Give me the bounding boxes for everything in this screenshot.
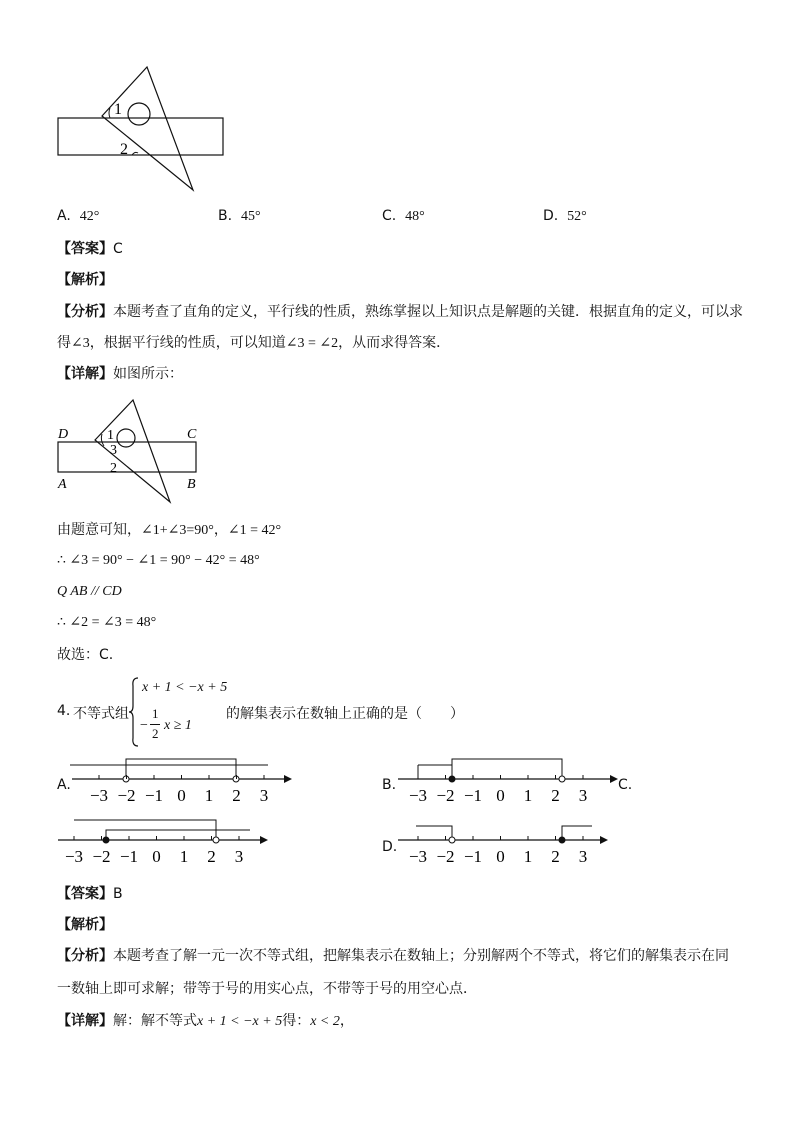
figure-2-label-1: 1	[107, 428, 114, 443]
figure-1-label-2: 2	[120, 141, 128, 158]
figure-2-label-c: C	[187, 427, 197, 442]
q3-option-c-letter: C.	[382, 208, 397, 224]
q4-analysis-text1: 本题考查了解一元一次不等式组，把解集表示在数轴上；分别解两个不等式，将它们的解集表示在同	[113, 948, 729, 964]
numberline-tick-label: 1	[179, 847, 189, 866]
q3-answer-tag: 【答案】	[57, 241, 113, 257]
q4-ineq2-numerator: 1	[152, 706, 159, 721]
q3-step-1-text: 由题意可知，	[57, 522, 141, 538]
figure-2-label-2: 2	[110, 461, 117, 476]
q3-option-b	[218, 208, 261, 225]
q4-detail-text-c: ，	[339, 1013, 354, 1029]
q4-ineq2-fraction-bar	[150, 724, 160, 725]
q3-analysis-angle3: ∠3	[71, 336, 90, 351]
figure-1-rectangle	[58, 118, 223, 155]
q4-ineq2-denominator: 2	[152, 726, 159, 741]
q3-option-b-value: 45°	[240, 209, 261, 224]
numberline-tick-label: −1	[119, 847, 139, 866]
figure-2-label-d: D	[58, 427, 69, 442]
q3-analysis-text1: 本题考查了直角的定义，平行线的性质，熟练掌握以上知识点是解题的关键．根据直角的定义，可以求	[113, 304, 743, 320]
numberline-tick-label: −2	[117, 786, 136, 805]
q3-option-a-letter: A.	[57, 208, 71, 224]
q4-option-b-numberline	[396, 755, 626, 807]
q3-option-c-value: 48°	[405, 209, 425, 224]
q3-option-d-letter: D.	[543, 208, 559, 224]
q3-analysis-text2a: 得	[57, 335, 71, 351]
q3-detail-text: 如图所示：	[113, 366, 183, 382]
figure-2-right-angle-mark	[117, 429, 135, 447]
numberline-tick-label: 3	[578, 847, 588, 866]
q4-detail-tag: 【详解】	[57, 1013, 113, 1029]
q4-analysis-line2: 一数轴上即可求解；带等于号的用实心点，不带等于号的用空心点．	[57, 981, 477, 997]
q4-inequality-1: x + 1 < −x + 5	[142, 680, 228, 695]
figure-1-label-1: 1	[114, 101, 122, 118]
numberline-tick-label: 0	[496, 786, 505, 805]
q4-brace	[128, 676, 140, 748]
q3-option-d	[543, 208, 587, 225]
numberline-tick-label: 3	[578, 786, 588, 805]
numberline-tick-label: 2	[551, 847, 560, 866]
q4-detail-inequality: x + 1 < −x + 5	[197, 1014, 283, 1029]
q4-ineq2-rest: x ≥ 1	[164, 718, 192, 733]
q3-step-5: 故选：C.	[57, 647, 114, 663]
numberline-tick-label: 2	[232, 786, 241, 805]
q3-analysis-equation: ∠3 = ∠2	[285, 336, 339, 351]
q4-detail	[57, 1011, 354, 1032]
numberline-tick-label: −1	[144, 786, 164, 805]
numberline-tick-label: −1	[463, 847, 483, 866]
q3-option-a-value: 42°	[79, 209, 100, 224]
q4-stem-b: 的解集表示在数轴上正确的是（ ）	[226, 706, 464, 722]
numberline-tick-label: −3	[408, 786, 428, 805]
q3-step-2: ∴ ∠3 = 90° − ∠1 = 90° − 42° = 48°	[57, 553, 260, 568]
figure-2-label-a: A	[58, 477, 67, 492]
q3-analysis-line2	[57, 333, 450, 354]
q3-option-a	[57, 208, 99, 225]
q3-answer-value: C	[113, 241, 123, 257]
q3-detail-tag: 【详解】	[57, 366, 113, 382]
q4-detail-text-a: 解：解不等式	[113, 1013, 197, 1029]
numberline-tick-label: 1	[523, 847, 533, 866]
q4-analysis-tag: 【分析】	[57, 948, 113, 964]
figure-1-right-angle-mark	[128, 103, 150, 125]
numberline-tick-label: 1	[204, 786, 214, 805]
q3-analysis-text2b: ，根据平行线的性质，可以知道	[89, 335, 286, 351]
numberline-tick-label: −3	[408, 847, 428, 866]
numberline-tick-label: 0	[496, 847, 505, 866]
figure-2-triangle	[95, 400, 170, 502]
q4-option-c-label: C.	[618, 777, 633, 793]
numberline-tick-label: 1	[523, 786, 533, 805]
q3-step-1-math: ∠1+∠3=90°，∠1 = 42°	[141, 523, 282, 538]
numberline-tick-label: 0	[152, 847, 161, 866]
numberline-tick-label: −1	[463, 786, 483, 805]
figure-2-angle-arc	[101, 434, 104, 446]
q3-option-c	[382, 208, 425, 225]
figure-1-triangle	[102, 67, 193, 190]
numberline-tick-label: 2	[207, 847, 216, 866]
q4-stem-a: 不等式组	[73, 706, 129, 722]
q3-option-b-letter: B.	[218, 208, 233, 224]
q4-answer-value: B	[113, 886, 123, 902]
q4-detail-text-b: 得：	[282, 1013, 311, 1029]
q4-option-d-numberline	[396, 816, 626, 868]
figure-2	[50, 392, 220, 512]
q4-jiexi-heading: 【解析】	[57, 917, 113, 933]
q3-step-3: Q AB // CD	[57, 584, 122, 599]
q3-step-4: ∴ ∠2 = ∠3 = 48°	[57, 615, 157, 630]
q4-answer-tag: 【答案】	[57, 886, 113, 902]
q4-option-a-numberline	[70, 755, 300, 807]
figure-2-label-b: B	[187, 477, 196, 492]
figure-1	[50, 60, 240, 200]
numberline-tick-label: 3	[234, 847, 244, 866]
q3-answer	[57, 239, 123, 259]
q3-analysis-text2c: ，从而求得答案．	[338, 335, 451, 351]
q4-number: 4.	[57, 703, 71, 719]
q4-analysis-line1	[57, 946, 729, 966]
q3-jiexi-heading: 【解析】	[57, 272, 113, 288]
q3-detail	[57, 364, 183, 384]
numberline-tick-label: 3	[259, 786, 269, 805]
numberline-tick-label: −2	[436, 847, 455, 866]
numberline-tick-label: −2	[436, 786, 455, 805]
q4-answer	[57, 884, 123, 904]
q3-analysis-line1	[57, 302, 743, 322]
q4-option-d-label: D.	[382, 839, 398, 855]
q4-option-a-label: A.	[57, 777, 71, 793]
q3-step-1	[57, 520, 281, 541]
figure-2-label-3: 3	[110, 443, 117, 458]
numberline-tick-label: 2	[551, 786, 560, 805]
q3-option-d-value: 52°	[567, 209, 587, 224]
q4-detail-result: x < 2	[310, 1014, 340, 1029]
q4-option-b-label: B.	[382, 777, 397, 793]
q4-ineq2-minus: −	[140, 718, 148, 733]
numberline-tick-label: −3	[89, 786, 109, 805]
q4-option-c-numberline	[56, 816, 286, 868]
figure-1-angle1-arc	[109, 108, 110, 118]
q3-analysis-tag: 【分析】	[57, 304, 113, 320]
numberline-tick-label: 0	[177, 786, 186, 805]
numberline-tick-label: −3	[64, 847, 84, 866]
numberline-tick-label: −2	[92, 847, 111, 866]
